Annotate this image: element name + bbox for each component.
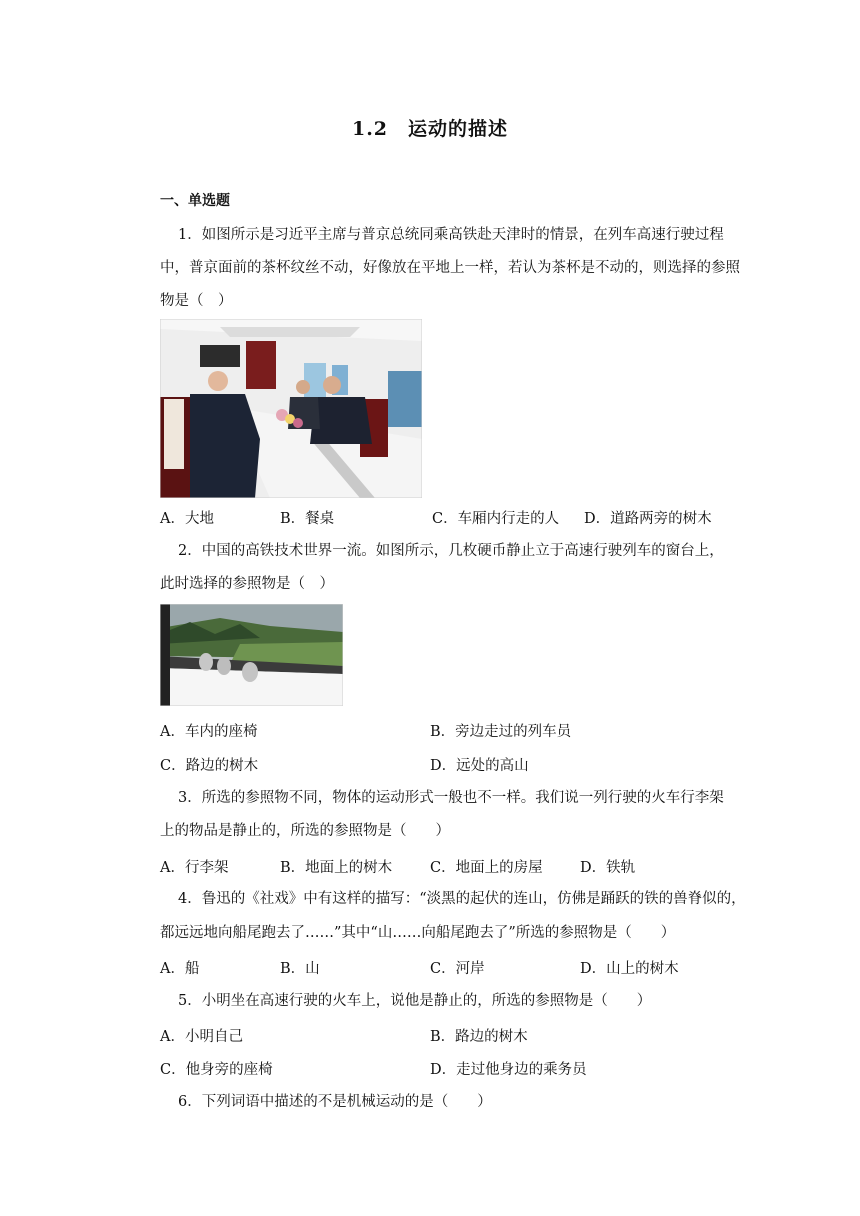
question-1-option-a: A．大地 — [160, 511, 214, 527]
question-2-option-b: B．旁边走过的列车员 — [430, 724, 572, 740]
question-3-option-c: C．地面上的房屋 — [430, 860, 543, 876]
question-4-line-1: 4．鲁迅的《社戏》中有这样的描写：“淡黑的起伏的连山，仿佛是踊跃的铁的兽脊似的， — [178, 891, 746, 907]
question-3-option-a: A．行李架 — [160, 860, 229, 876]
question-3-line-2: 上的物品是静止的，所选的参照物是（ ） — [160, 823, 450, 839]
question-4-option-a: A．船 — [160, 961, 200, 977]
question-1-option-b: B．餐桌 — [280, 511, 335, 527]
train-meeting-illustration — [160, 319, 422, 498]
question-5-option-a: A．小明自己 — [160, 1029, 243, 1045]
question-4-option-b: B．山 — [280, 961, 320, 977]
question-3-option-d: D．铁轨 — [580, 860, 636, 876]
question-1-line-2: 中，普京面前的茶杯纹丝不动，好像放在平地上一样，若认为茶杯是不动的，则选择的参照 — [160, 260, 740, 276]
coins-on-window-illustration — [160, 604, 343, 706]
question-4-option-d: D．山上的树木 — [580, 961, 679, 977]
question-5-option-c: C．他身旁的座椅 — [160, 1062, 273, 1078]
train-meeting-photo — [160, 319, 422, 498]
page-title: 1.2 运动的描述 — [351, 118, 509, 140]
question-2-option-d: D．远处的高山 — [430, 758, 529, 774]
question-3-option-b: B．地面上的树木 — [280, 860, 393, 876]
question-1-option-d: D．道路两旁的树木 — [584, 511, 712, 527]
question-6-line-1: 6．下列词语中描述的不是机械运动的是（ ） — [178, 1094, 492, 1110]
question-5-option-d: D．走过他身边的乘务员 — [430, 1062, 587, 1078]
question-5-option-b: B．路边的树木 — [430, 1029, 528, 1045]
question-3-line-1: 3．所选的参照物不同，物体的运动形式一般也不一样。我们说一列行驶的火车行李架 — [178, 790, 724, 806]
question-5-line-1: 5．小明坐在高速行驶的火车上，说他是静止的，所选的参照物是（ ） — [178, 993, 652, 1009]
question-4-line-2: 都远远地向船尾跑去了……”其中“山……向船尾跑去了”所选的参照物是（ ） — [160, 925, 676, 941]
question-2-line-2: 此时选择的参照物是（ ） — [160, 576, 334, 592]
section-heading: 一、单选题 — [160, 193, 230, 209]
question-1-option-c: C．车厢内行走的人 — [432, 511, 560, 527]
coins-on-window-photo — [160, 604, 343, 706]
question-4-option-c: C．河岸 — [430, 961, 485, 977]
question-1-line-1: 1．如图所示是习近平主席与普京总统同乘高铁赴天津时的情景，在列车高速行驶过程 — [178, 227, 724, 243]
question-1-line-3: 物是（ ） — [160, 293, 233, 309]
question-2-line-1: 2．中国的高铁技术世界一流。如图所示，几枚硬币静止立于高速行驶列车的窗台上， — [178, 543, 724, 559]
question-2-option-a: A．车内的座椅 — [160, 724, 258, 740]
question-2-option-c: C．路边的树木 — [160, 758, 259, 774]
